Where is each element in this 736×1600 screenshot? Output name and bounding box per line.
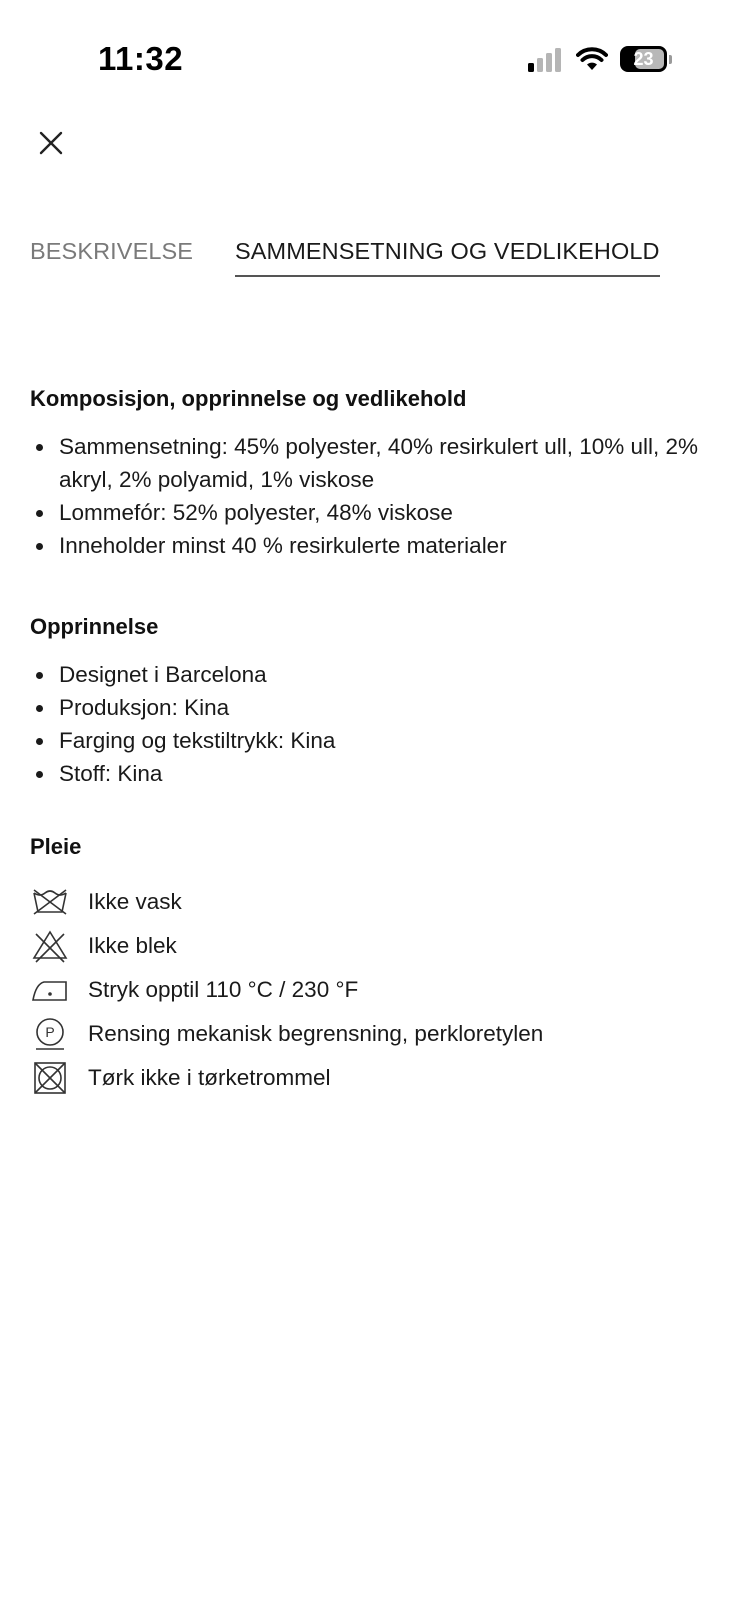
composition-list <box>30 430 710 562</box>
list-item: Designet i Barcelona <box>30 658 335 691</box>
svg-text:P: P <box>45 1024 55 1040</box>
care-label: Stryk opptil 110 °C / 230 °F <box>88 977 359 1002</box>
list-item: Produksjon: Kina <box>30 691 335 724</box>
care-title: Pleie <box>30 834 82 859</box>
do-not-tumble-dry-icon <box>30 1060 70 1096</box>
care-label: Ikke blek <box>88 933 177 958</box>
care-label: Ikke vask <box>88 889 182 914</box>
origin-list <box>30 658 335 790</box>
status-bar <box>0 0 736 110</box>
composition-title: Komposisjon, opprinnelse og vedlikehold <box>30 386 467 411</box>
care-item <box>30 968 543 1012</box>
tab-composition-care[interactable]: SAMMENSETNING OG VEDLIKEHOLD <box>235 238 660 277</box>
battery-level: 23 <box>633 49 654 69</box>
do-not-bleach-icon <box>30 928 70 964</box>
list-item: Inneholder minst 40 % resirkulerte materialer <box>30 529 710 562</box>
origin-section <box>30 610 335 790</box>
care-label: Rensing mekanisk begrensning, perkloretylen <box>88 1021 544 1046</box>
care-item <box>30 1056 543 1100</box>
tab-description[interactable]: BESKRIVELSE <box>30 238 194 264</box>
care-section <box>30 830 543 1100</box>
list-item: Sammensetning: 45% polyester, 40% resirkulert ull, 10% ull, 2% akryl, 2% polyamid, 1% viskose <box>30 430 710 496</box>
iron-low-icon <box>30 972 70 1008</box>
care-item <box>30 924 543 968</box>
care-item <box>30 1012 543 1056</box>
list-item: Lommefór: 52% polyester, 48% viskose <box>30 496 710 529</box>
care-list <box>30 880 543 1100</box>
battery-icon <box>620 46 672 72</box>
cellular-signal-icon <box>528 48 562 72</box>
list-item: Stoff: Kina <box>30 757 335 790</box>
dry-clean-p-icon <box>30 1016 70 1052</box>
origin-title: Opprinnelse <box>30 614 159 639</box>
care-item <box>30 880 543 924</box>
care-label: Tørk ikke i tørketrommel <box>88 1065 331 1090</box>
wifi-icon <box>576 46 608 72</box>
do-not-wash-icon <box>30 884 70 920</box>
composition-section <box>30 382 710 562</box>
close-button[interactable] <box>34 126 68 160</box>
list-item: Farging og tekstiltrykk: Kina <box>30 724 335 757</box>
status-time: 11:32 <box>98 40 184 77</box>
